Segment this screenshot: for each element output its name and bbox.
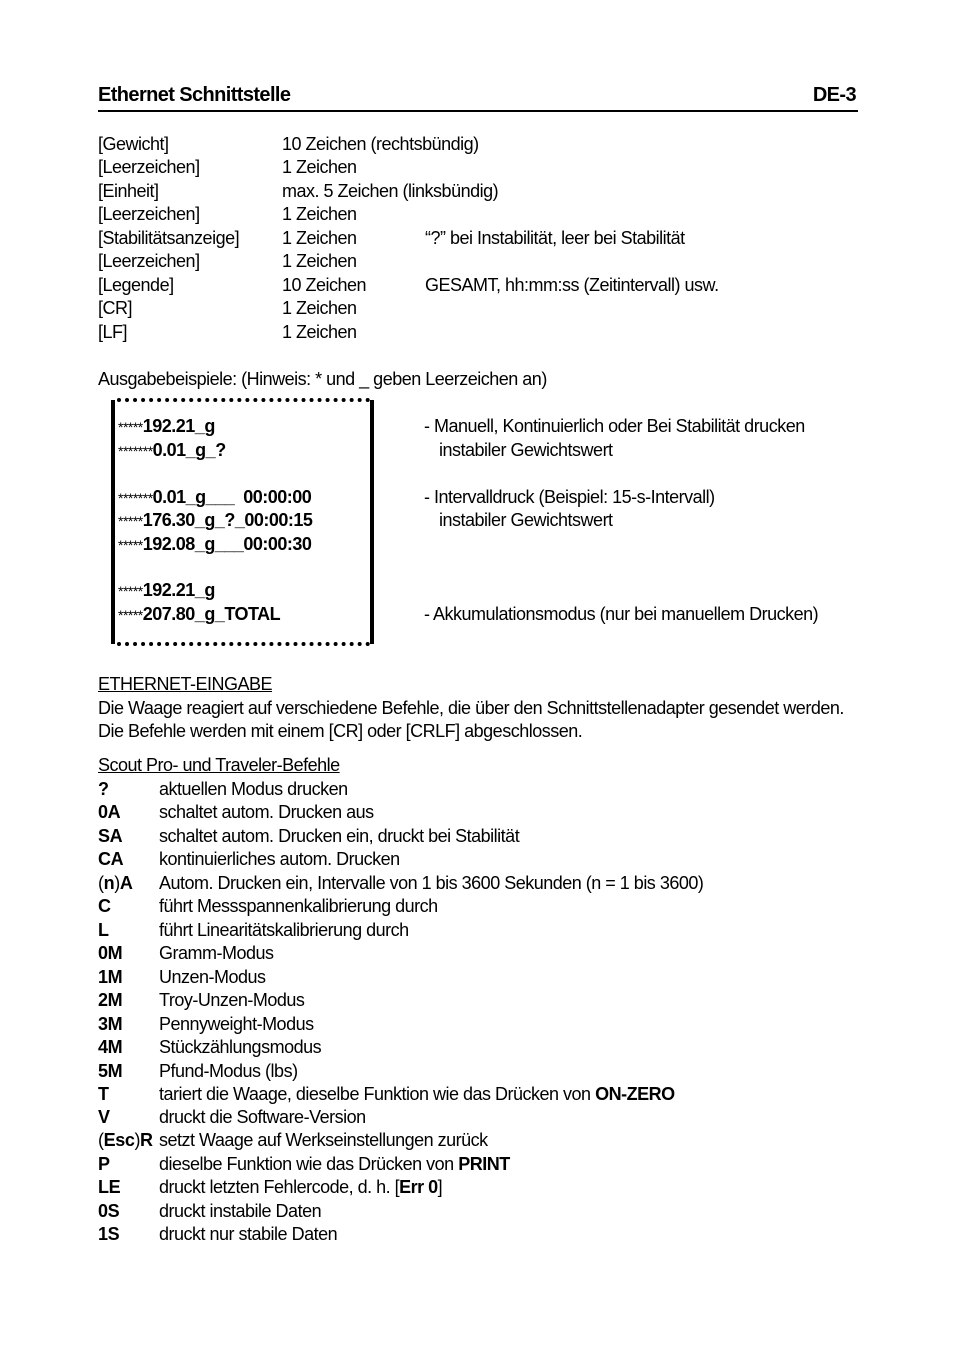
format-note: GESAMT, hh:mm:ss (Zeitintervall) usw. [425, 275, 719, 295]
format-field: [LF] [98, 322, 128, 342]
command-desc: druckt die Software-Version [159, 1107, 366, 1127]
command-desc: kontinuierliches autom. Drucken [159, 849, 400, 869]
command-code: 5M [98, 1061, 123, 1081]
format-size: max. 5 Zeichen (linksbündig) [282, 181, 499, 201]
command-desc: druckt instabile Daten [159, 1201, 322, 1221]
format-size: 10 Zeichen (rechtsbündig) [282, 134, 479, 154]
example-value: 192.08_g___00:00:30 [142, 534, 312, 554]
format-size: 1 Zeichen [282, 298, 357, 318]
format-field: [Leerzeichen] [98, 157, 200, 177]
format-size: 1 Zeichen [282, 251, 357, 271]
command-desc: setzt Waage auf Werkseinstellungen zurück [159, 1130, 488, 1150]
command-desc: führt Messspannenkalibrierung durch [159, 896, 438, 916]
example-line [118, 440, 226, 461]
example-note: - Akkumulationsmodus (nur bei manuellem Drucken) [424, 604, 819, 624]
format-size: 1 Zeichen [282, 322, 357, 342]
example-spaces: ***** [118, 419, 143, 435]
command-desc: Autom. Drucken ein, Intervalle von 1 bis 3600 Sekunden (n = 1 bis 3600) [159, 873, 704, 893]
command-desc: Unzen-Modus [159, 967, 266, 987]
command-code: ? [98, 779, 109, 799]
key-name: PRINT [458, 1154, 510, 1174]
command-code: (n)A [98, 873, 133, 893]
format-field: [Einheit] [98, 181, 159, 201]
command-code: 0A [98, 802, 121, 822]
command-code: (Esc)R [98, 1130, 153, 1150]
command-desc: führt Linearitätskalibrierung durch [159, 920, 409, 940]
format-note: “?” bei Instabilität, leer bei Stabilität [425, 228, 685, 248]
example-line [118, 510, 312, 531]
example-spaces: ***** [118, 513, 143, 529]
command-code: 3M [98, 1014, 123, 1034]
command-desc: Stückzählungsmodus [159, 1037, 322, 1057]
command-desc-text: ] [437, 1177, 443, 1197]
format-field: [Gewicht] [98, 134, 169, 154]
example-value: 176.30_g_?_00:00:15 [142, 510, 313, 530]
commands-heading: Scout Pro- und Traveler-Befehle [98, 755, 340, 775]
command-code: 0S [98, 1201, 120, 1221]
command-code: LE [98, 1177, 121, 1197]
command-desc: schaltet autom. Drucken ein, druckt bei Stabilität [159, 826, 520, 846]
command-code: V [98, 1107, 110, 1127]
command-code: T [98, 1084, 109, 1104]
command-code: C [98, 896, 111, 916]
example-line [118, 604, 280, 625]
command-code: 1S [98, 1224, 120, 1244]
command-desc: Gramm-Modus [159, 943, 274, 963]
command-desc-text: tariert die Waage, dieselbe Funktion wie das Drücken von [159, 1084, 596, 1104]
example-value: 0.01_g___ 00:00:00 [152, 487, 312, 507]
command-desc: druckt nur stabile Daten [159, 1224, 338, 1244]
command-desc [159, 1154, 510, 1174]
command-code: SA [98, 826, 123, 846]
command-code: 0M [98, 943, 123, 963]
example-line [118, 534, 311, 555]
format-size: 1 Zeichen [282, 204, 357, 224]
example-note: - Manuell, Kontinuierlich oder Bei Stabilität drucken [424, 416, 805, 436]
example-line [118, 416, 215, 437]
ethernet-input-text: Die Waage reagiert auf verschiedene Befehle, die über den Schnittstellenadapter gesendet werden. [98, 698, 844, 718]
example-spaces: ***** [118, 607, 143, 623]
command-desc-text: druckt letzten Fehlercode, d. h. [ [159, 1177, 400, 1197]
printout-tear-edge-bottom [117, 642, 370, 646]
format-field: [CR] [98, 298, 132, 318]
key-name: ON-ZERO [595, 1084, 675, 1104]
format-field: [Stabilitätsanzeige] [98, 228, 240, 248]
example-spaces: ******* [118, 490, 153, 506]
command-code: 1M [98, 967, 123, 987]
example-value: 192.21_g [142, 416, 215, 436]
command-code: P [98, 1154, 110, 1174]
format-field: [Leerzeichen] [98, 204, 200, 224]
printout-left-edge [111, 400, 115, 644]
printout-right-edge [370, 400, 374, 644]
ethernet-input-text: Die Befehle werden mit einem [CR] oder [CRLF] abgeschlossen. [98, 721, 583, 741]
example-spaces: ******* [118, 443, 153, 459]
example-note: instabiler Gewichtswert [439, 510, 613, 530]
format-size: 1 Zeichen [282, 157, 357, 177]
header-title: Ethernet Schnittstelle [98, 84, 291, 106]
command-desc: Pennyweight-Modus [159, 1014, 314, 1034]
example-line [118, 580, 215, 601]
command-desc [159, 1177, 442, 1197]
command-desc: schaltet autom. Drucken aus [159, 802, 374, 822]
format-field: [Legende] [98, 275, 174, 295]
examples-intro: Ausgabebeispiele: (Hinweis: * und _ geben Leerzeichen an) [98, 369, 547, 389]
format-size: 1 Zeichen [282, 228, 357, 248]
command-desc-text: dieselbe Funktion wie das Drücken von [159, 1154, 459, 1174]
command-desc: Troy-Unzen-Modus [159, 990, 305, 1010]
example-value: 0.01_g_? [152, 440, 226, 460]
example-line [118, 487, 311, 508]
error-code: Err 0 [399, 1177, 438, 1197]
command-desc: aktuellen Modus drucken [159, 779, 348, 799]
example-note: instabiler Gewichtswert [439, 440, 613, 460]
command-code: CA [98, 849, 124, 869]
printout-tear-edge-top [117, 398, 370, 402]
example-note: - Intervalldruck (Beispiel: 15-s-Intervall) [424, 487, 715, 507]
example-spaces: ***** [118, 537, 143, 553]
format-field: [Leerzeichen] [98, 251, 200, 271]
example-value: 207.80_g_TOTAL [142, 604, 281, 624]
command-desc: Pfund-Modus (lbs) [159, 1061, 298, 1081]
format-size: 10 Zeichen [282, 275, 367, 295]
page-number: DE-3 [812, 84, 856, 106]
command-code: L [98, 920, 109, 940]
command-desc [159, 1084, 675, 1104]
example-value: 192.21_g [142, 580, 215, 600]
page-header [98, 84, 858, 112]
command-code: 4M [98, 1037, 123, 1057]
ethernet-input-heading: ETHERNET-EINGABE [98, 674, 273, 694]
example-spaces: ***** [118, 583, 143, 599]
command-code: 2M [98, 990, 123, 1010]
